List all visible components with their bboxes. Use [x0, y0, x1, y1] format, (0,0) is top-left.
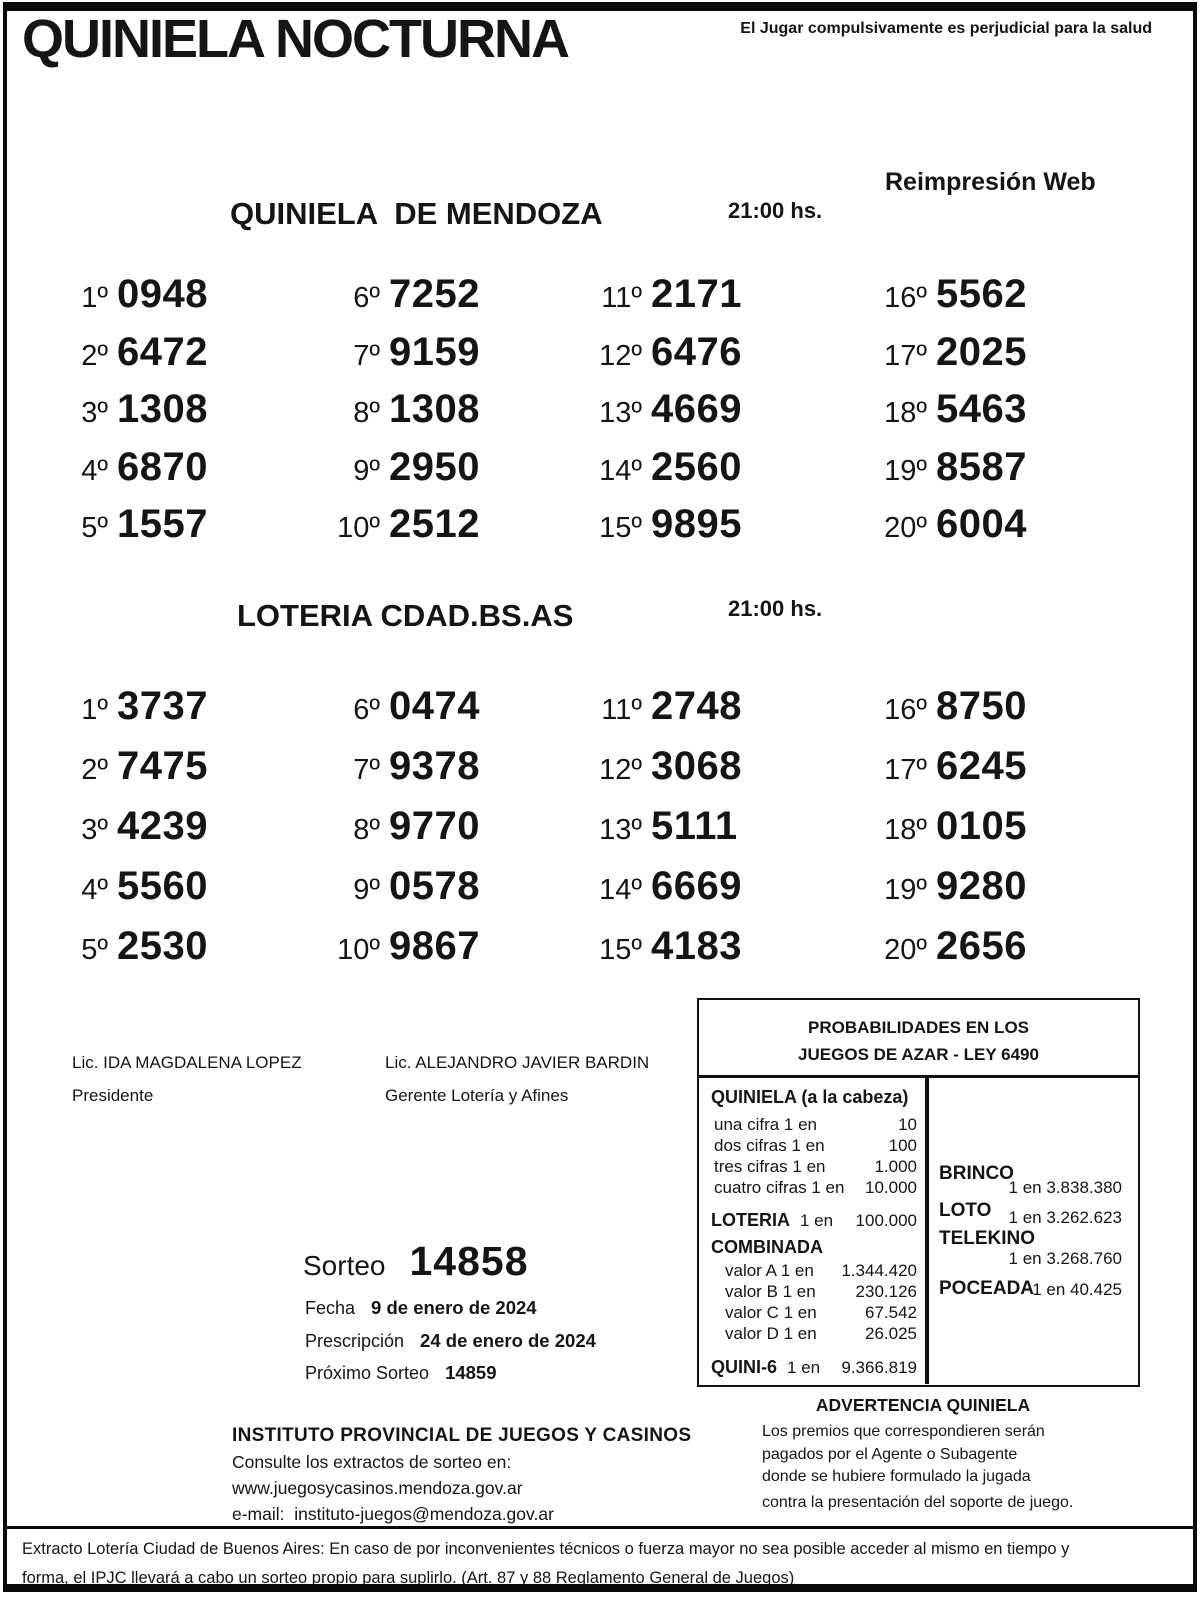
result-position: 9º	[353, 454, 380, 487]
result-number: 5562	[936, 272, 1027, 316]
institute-name: INSTITUTO PROVINCIAL DE JUEGOS Y CASINOS	[232, 1425, 692, 1446]
sorteo-number: 14858	[409, 1238, 529, 1284]
result-number: 2530	[117, 924, 208, 968]
result-cell	[582, 800, 867, 860]
sorteo-row	[303, 1238, 529, 1285]
result-position: 20º	[884, 512, 927, 544]
prob-game-odds: 1 en 40.425	[1032, 1280, 1122, 1299]
result-number: 9280	[936, 864, 1027, 908]
advertencia-block	[737, 1395, 1109, 1514]
result-number: 2950	[389, 444, 480, 489]
result-position: 15º	[599, 512, 642, 544]
prescripcion-value: 24 de enero de 2024	[420, 1330, 596, 1351]
prob-row	[711, 1281, 917, 1302]
prescripcion-label: Prescripción	[305, 1331, 405, 1351]
signature-name: Lic. ALEJANDRO JAVIER BARDIN	[385, 1053, 650, 1072]
result-cell	[867, 920, 1148, 980]
prob-row-value: 26.025	[865, 1324, 917, 1343]
institute-website: www.juegosycasinos.mendoza.gov.ar	[232, 1478, 523, 1498]
result-cell	[867, 383, 1148, 441]
advertencia-line: contra la presentación del soporte de juego.	[762, 1493, 1074, 1511]
result-cell	[867, 268, 1148, 326]
result-cell	[48, 441, 320, 499]
result-number: 4183	[651, 924, 742, 968]
prob-row-value: 1.000	[874, 1157, 917, 1176]
result-position: 10º	[337, 934, 380, 966]
result-cell	[48, 860, 320, 920]
result-number: 8587	[936, 444, 1027, 489]
result-number: 0578	[389, 864, 480, 908]
result-number: 2656	[936, 924, 1027, 968]
probabilities-right-column	[929, 1078, 1138, 1384]
prob-row	[711, 1135, 917, 1156]
prob-game-name: BRINCO	[939, 1163, 1014, 1184]
result-number: 3068	[651, 744, 742, 788]
result-number: 9895	[651, 502, 742, 546]
result-position: 8º	[353, 397, 380, 429]
result-position: 1º	[81, 282, 108, 314]
result-number: 1557	[117, 502, 208, 546]
result-position: 17º	[884, 754, 927, 786]
probabilities-body	[699, 1078, 1138, 1384]
result-position: 3º	[81, 397, 108, 429]
result-position: 18º	[884, 814, 927, 846]
result-cell	[867, 860, 1148, 920]
result-cell	[582, 383, 867, 441]
result-cell	[582, 498, 867, 556]
result-number: 9867	[389, 924, 480, 968]
prob-row-label: valor A 1 en	[725, 1261, 814, 1280]
probabilities-box	[697, 998, 1140, 1387]
result-cell	[867, 680, 1148, 740]
prob-loteria-mid: 1 en	[800, 1211, 834, 1230]
signature-name: Lic. IDA MAGDALENA LOPEZ	[72, 1053, 302, 1072]
result-position: 7º	[353, 339, 380, 372]
result-cell	[320, 800, 582, 860]
result-cell	[320, 441, 582, 499]
result-number: 1308	[389, 387, 480, 431]
result-position: 11º	[601, 282, 642, 314]
result-position: 17º	[884, 339, 927, 372]
institute-email: e-mail: instituto-juegos@mendoza.gov.ar	[232, 1504, 554, 1524]
result-position: 18º	[884, 397, 927, 429]
result-number: 3737	[117, 684, 208, 728]
result-number: 0948	[117, 272, 208, 316]
result-position: 20º	[884, 934, 927, 966]
result-position: 14º	[599, 874, 642, 906]
result-cell	[867, 800, 1148, 860]
result-number: 9770	[389, 804, 480, 848]
health-warning: El Jugar compulsivamente es perjudicial para la salud	[740, 20, 1152, 37]
prob-combinada-rows	[711, 1260, 917, 1344]
prob-combinada-label: COMBINADA	[711, 1237, 823, 1257]
result-position: 2º	[81, 339, 108, 372]
result-position: 15º	[599, 934, 642, 966]
result-cell	[48, 740, 320, 800]
probabilities-title-line1: PROBABILIDADES EN LOS	[807, 1018, 1030, 1037]
result-number: 2748	[651, 684, 742, 728]
prob-row	[711, 1323, 917, 1344]
result-number: 5560	[117, 864, 208, 908]
prob-row-value: 67.542	[865, 1303, 917, 1322]
result-cell	[582, 680, 867, 740]
prob-row-label: dos cifras 1 en	[714, 1136, 825, 1155]
footer-line: forma, el IPJC llevará a cabo un sorteo propio para suplirlo. (Art. 87 y 88 Reglamento General de Juegos)	[22, 1569, 795, 1587]
result-position: 14º	[599, 454, 642, 487]
result-number: 6472	[117, 329, 208, 374]
result-number: 6870	[117, 444, 208, 489]
prob-loteria-label: LOTERIA	[711, 1210, 790, 1230]
page-title: QUINIELA NOCTURNA	[22, 9, 568, 69]
institute-block	[232, 1425, 691, 1525]
result-number: 2171	[651, 272, 742, 316]
sorteo-label: Sorteo	[303, 1250, 386, 1281]
prob-row-label: una cifra 1 en	[714, 1115, 818, 1134]
result-number: 2512	[389, 502, 480, 546]
results-grid-bsas	[48, 680, 1148, 980]
fecha-row	[305, 1297, 537, 1319]
prob-row-label: valor B 1 en	[725, 1282, 816, 1301]
result-position: 9º	[353, 874, 380, 906]
result-cell	[582, 740, 867, 800]
signature-role: Presidente	[72, 1086, 154, 1105]
prob-row	[711, 1114, 917, 1135]
footer-line: Extracto Lotería Ciudad de Buenos Aires: En caso de por inconvenientes técnicos o fuerza mayor no sea posible acceder al mismo en tiempo y	[22, 1540, 1070, 1558]
result-number: 6669	[651, 864, 742, 908]
result-position: 13º	[599, 814, 642, 846]
result-cell	[867, 740, 1148, 800]
prob-row-value: 10.000	[865, 1178, 917, 1197]
result-position: 6º	[353, 282, 380, 314]
signature-role: Gerente Lotería y Afines	[385, 1086, 569, 1105]
result-cell	[320, 740, 582, 800]
result-position: 4º	[81, 454, 108, 487]
result-cell	[48, 680, 320, 740]
section-title-bsas: LOTERIA CDAD.BS.AS	[237, 598, 574, 633]
prob-row	[711, 1260, 917, 1281]
result-position: 4º	[81, 874, 108, 906]
result-cell	[582, 860, 867, 920]
result-cell	[320, 498, 582, 556]
section-title-mendoza: QUINIELA DE MENDOZA	[230, 196, 603, 231]
result-number: 6004	[936, 502, 1027, 546]
result-number: 6476	[651, 329, 742, 374]
result-position: 2º	[81, 754, 108, 786]
result-position: 6º	[353, 694, 380, 726]
result-number: 2025	[936, 329, 1027, 374]
result-cell	[867, 498, 1148, 556]
institute-line: Consulte los extractos de sorteo en:	[232, 1452, 512, 1472]
result-cell	[48, 383, 320, 441]
prob-game-odds: 1 en 3.838.380	[1008, 1178, 1122, 1197]
result-position: 12º	[599, 754, 642, 786]
prob-row-value: 230.126	[855, 1282, 917, 1301]
prob-row-label: cuatro cifras 1 en	[714, 1178, 845, 1197]
result-number: 9159	[389, 329, 480, 374]
result-cell	[582, 920, 867, 980]
result-cell	[320, 326, 582, 384]
prob-row-label: valor D 1 en	[725, 1324, 817, 1343]
prob-game-name: POCEADA	[939, 1278, 1035, 1299]
result-cell	[582, 268, 867, 326]
prob-quini6-label: QUINI-6	[711, 1357, 778, 1377]
results-grid-mendoza	[48, 268, 1148, 556]
result-number: 0105	[936, 804, 1027, 848]
prob-loteria-row	[711, 1209, 917, 1232]
result-number: 8750	[936, 684, 1027, 728]
prob-row-value: 100	[888, 1136, 917, 1155]
result-cell	[320, 680, 582, 740]
advertencia-line: pagados por el Agente o Subagente	[762, 1445, 1018, 1463]
result-cell	[582, 441, 867, 499]
result-cell	[48, 800, 320, 860]
result-number: 5463	[936, 387, 1027, 431]
footer-divider	[5, 1526, 1195, 1529]
result-position: 11º	[601, 694, 642, 726]
result-number: 1308	[117, 387, 208, 431]
result-number: 7252	[389, 272, 480, 316]
result-cell	[320, 383, 582, 441]
result-number: 7475	[117, 744, 208, 788]
prob-quini6-value: 9.366.819	[841, 1358, 917, 1377]
result-number: 9378	[389, 744, 480, 788]
proximo-sorteo-value: 14859	[445, 1362, 497, 1383]
result-cell	[48, 920, 320, 980]
probabilities-left-column	[699, 1078, 929, 1384]
result-position: 12º	[599, 339, 642, 372]
prob-row	[711, 1156, 917, 1177]
result-cell	[48, 268, 320, 326]
result-cell	[320, 268, 582, 326]
prob-game-name: TELEKINO	[939, 1228, 1036, 1249]
draw-time-mendoza: 21:00 hs.	[728, 198, 823, 223]
prob-row-label: valor C 1 en	[725, 1303, 817, 1322]
prob-quini6-mid: 1 en	[787, 1358, 821, 1377]
result-cell	[48, 498, 320, 556]
result-cell	[867, 441, 1148, 499]
prob-row	[711, 1177, 917, 1198]
result-number: 2560	[651, 444, 742, 489]
probabilities-title	[699, 1000, 1138, 1078]
result-number: 6245	[936, 744, 1027, 788]
result-position: 1º	[81, 694, 108, 726]
result-position: 3º	[81, 814, 108, 846]
result-number: 0474	[389, 684, 480, 728]
result-position: 13º	[599, 397, 642, 429]
result-number: 4239	[117, 804, 208, 848]
result-position: 16º	[884, 694, 927, 726]
advertencia-title: ADVERTENCIA QUINIELA	[815, 1395, 1031, 1415]
result-position: 16º	[884, 282, 927, 314]
prob-row-label: tres cifras 1 en	[714, 1157, 826, 1176]
result-cell	[867, 326, 1148, 384]
result-number: 4669	[651, 387, 742, 431]
result-cell	[320, 860, 582, 920]
prob-row	[711, 1302, 917, 1323]
result-cell	[320, 920, 582, 980]
result-position: 7º	[353, 754, 380, 786]
proximo-sorteo-label: Próximo Sorteo	[305, 1363, 430, 1383]
draw-time-bsas: 21:00 hs.	[728, 596, 823, 621]
result-position: 5º	[81, 512, 108, 544]
prob-loteria-value: 100.000	[855, 1211, 917, 1230]
footer-note	[22, 1535, 1162, 1593]
prob-quiniela-label: QUINIELA (a la cabeza)	[711, 1087, 909, 1107]
prob-game-name: LOTO	[939, 1200, 992, 1221]
prob-row-value: 1.344.420	[841, 1261, 917, 1280]
prob-game-odds: 1 en 3.262.623	[1008, 1208, 1122, 1227]
result-position: 10º	[337, 512, 380, 544]
result-number: 5111	[651, 804, 738, 848]
fecha-label: Fecha	[305, 1298, 356, 1318]
fecha-value: 9 de enero de 2024	[371, 1297, 537, 1318]
result-position: 19º	[884, 454, 927, 487]
advertencia-line: Los premios que correspondieren serán	[762, 1423, 1045, 1440]
prob-game-odds: 1 en 3.268.760	[1008, 1249, 1122, 1268]
prob-row-value: 10	[898, 1115, 917, 1134]
proximo-sorteo-row	[305, 1362, 497, 1384]
prescripcion-row	[305, 1330, 596, 1352]
result-cell	[582, 326, 867, 384]
prob-quini6-row	[711, 1356, 917, 1379]
result-cell	[48, 326, 320, 384]
advertencia-line: donde se hubiere formulado la jugada	[762, 1468, 1031, 1485]
result-position: 5º	[81, 934, 108, 966]
probabilities-title-line2: JUEGOS DE AZAR - LEY 6490	[798, 1045, 1039, 1064]
result-position: 8º	[353, 814, 380, 846]
reprint-label: Reimpresión Web	[885, 168, 1096, 196]
result-position: 19º	[884, 874, 927, 906]
